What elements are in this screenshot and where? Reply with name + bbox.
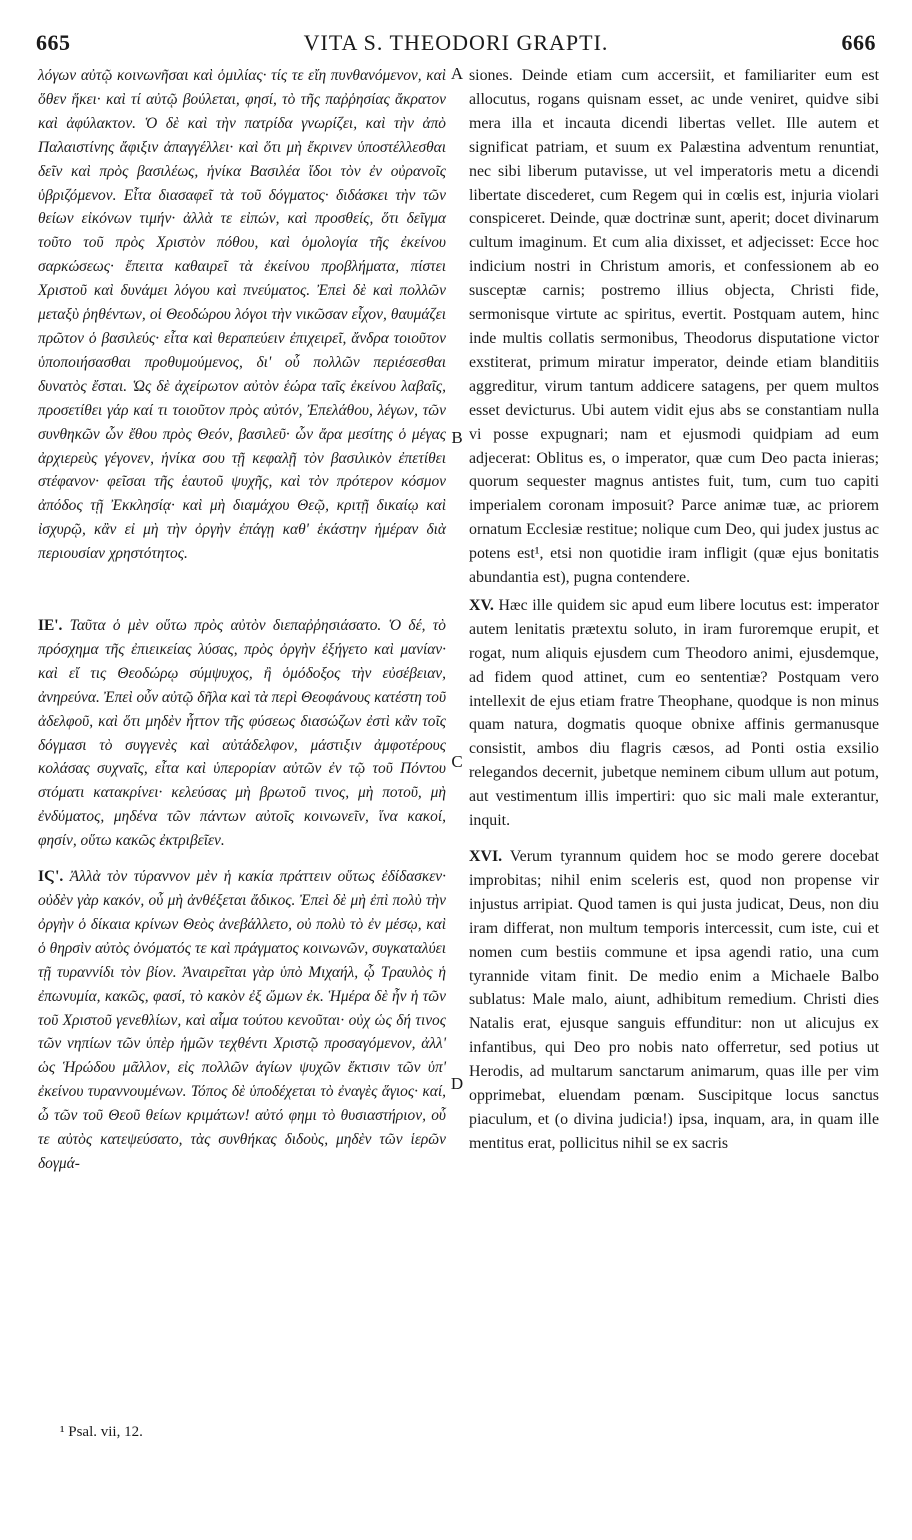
- page-header: [36, 30, 876, 64]
- greek-paragraph-text: Ταῦτα ὁ μὲν οὕτω πρὸς αὐτὸν διεπαῤῥησιάσατο. Ὁ δέ, τὸ πρόσχημα τῆς ἐπιεικείας λύσας, πρὸς ὀργὴν ἐξήγετο καὶ μανίαν· καὶ εἴ τις Θεοδώρῳ σύμψυχος, ἢ ὁμόδοξος τὴν εὐσέβειαν, ἀνηρεύνα. Ἐπεὶ οὖν αὐτῷ δῆλα καὶ τὰ περὶ Θεοφάνους κατέστη τοῦ ἀδελφοῦ, καὶ ὅτι μηδὲν ἧττον τῆς φύσεως διασώζων ἐστὶ κἂν τοῖς δόγμασι τὸ συγγενὲς καὶ αὐτάδελφον, μάστιξιν ἀμφοτέρους κολάσας συχναῖς, εἶτα καὶ ὑπερορίαν αὐτῶν ἐν τῷ τοῦ Πόντου στόματι κατακρίνει· κελεύσας μὴ βρωτοῦ τινος, μὴ ποτοῦ, μὴ ἐνδύματος, μηδένα τῶν πάντων αὐτοῖς κοινωνεῖν, ἵνα κακοί, φησίν, οὕτω κακῶς ἐκτριβεῖεν.: [38, 617, 447, 850]
- running-title: VITA S. THEODORI GRAPTI.: [303, 30, 609, 55]
- greek-paragraph: [38, 865, 446, 1176]
- section-number: XV.: [469, 596, 494, 614]
- latin-column: [469, 64, 879, 1156]
- latin-paragraph: [469, 845, 879, 1156]
- section-number: ΙϚ'.: [38, 868, 64, 886]
- margin-markers: [446, 64, 468, 1444]
- footnote: ¹ Psal. vii, 12.: [60, 1424, 143, 1440]
- latin-paragraph: [469, 594, 879, 833]
- page-number-right: 666: [841, 30, 876, 55]
- latin-paragraph-text: Verum tyrannum quidem hoc se modo gerere docebat improbitas; nihil enim sceleris est, quod non propense vir injustus arripiat. Quod tamen is qui justa judicat, Deus, non diu iram differat, non multum temporis intercessit, cum iste, cui et nomen cum bestiis commune et ipsa agendi ratio, una cum tyrannide vitam finit. De medio enim a Michaele Balbo sublatus: Male malo, aiunt, adhibitum remedium. Christi dies Natalis erat, ejusque sanguis effunditur: non ut alicujus ex infantibus, qui Deo pro nobis nato offerretur, sed potius ut Herodis, ad multarum sanctarum animarum, quas ille per vim opprimebat, eluendam pœnam. Suscipitque locus sanctus piaculum, et (o divina judicia!) ipsa, inquam, ara, in quam ille mentitus erat, pollicitus nihil se ex sacris: [469, 848, 879, 1152]
- margin-marker-d: D: [450, 1074, 464, 1093]
- greek-column: [38, 64, 446, 1176]
- latin-paragraph-text: Hæc ille quidem sic apud eum libere locutus est: imperator autem lenitatis prætextu soluto, in iram furoremque erupit, et rogat, num aliquis ejusdem cum Theodoro animi, ejusdemque, ad fidem quod attinet, cum eo sententiæ? Postquam vero intellexit de ejus etiam fratre Theophane, quodque is non minus quam natura, dogmatis quoque obnixe affinis germanusque consistit, ambos diu flagris cæsos, ad Ponti ostia exsilio relegandos decernit, jubetque neminem cibum ullum aut potum, aut vestimentum illis impertiri: quo sic mali male exterantur, inquit.: [469, 596, 879, 830]
- greek-paragraph: [38, 614, 446, 853]
- margin-marker-c: C: [451, 752, 463, 771]
- greek-paragraph: λόγων αὐτῷ κοινωνῆσαι καὶ ὁμιλίας· τίς τε εἴη πυνθανόμενον, καὶ ὅθεν ἥκει· καὶ τί αὐτῷ βούλεται, φησί, τὸ τῆς παῤῥησίας ἄκρατον καὶ ἀφύλακτον. Ὁ δὲ καὶ τὴν πατρίδα γνωρίζει, καὶ τὴν ἀπὸ Παλαιστίνης ἄφιξιν ἀπαγγέλλει· καὶ ὅτι μὴ ἔκρινεν ὑποστέλλεσθαι δεῖν καὶ πρὸς βασιλέως, ἡνίκα Βασιλέα ἴδοι τὸν ἐν οὐρανοῖς ὑβριζόμενον. Εἶτα διασαφεῖ τὰ τοῦ δόγματος· διδάσκει τὴν τῶν θείων εἰκόνων τιμήν· ἀλλὰ τε εἰπών, καὶ προσθείς, ὅτι δεῖγμα τοῦτο τοῦ πρὸς Χριστὸν πόθου, καὶ ὁμολογία τῆς ἐκείνου σαρκώσεως· ἔπειτα καθαιρεῖ τὰ ἐκείνου προβλήματα, πίστει Χριστοῦ καὶ δυνάμει λόγου καὶ πνεύματος. Ἐπεὶ δὲ καὶ πολλῶν μεταξὺ ῥηθέντων, οἱ Θεοδώρου λόγοι τὴν νικῶσαν εἶχον, θαυμάζει πρῶτον ὁ βασιλεύς· εἶτα καὶ θεραπεύειν ἐπιχειρεῖ, ἄνδρα τοιοῦτον ὑποποιήσασθαι προθυμούμενος, δι' οὗ πολλῶν περιέσεσθαι δυνατὸς ἔσται. Ὡς δὲ ἀχείρωτον αὐτὸν ἑώρα ταῖς ἐκείνου λαβαῖς, προσετίθει γάρ καί τι τοιοῦτον πρὸς αὐτόν, Ἐπελάθου, λέγων, τῶν συνθηκῶν ὧν ἔθου πρὸς Θεόν, βασιλεῦ· ὧν ἄρα μεσίτης ὁ μέγας ἀρχιερεὺς γέγονεν, ἡνίκα σου τῇ κεφαλῇ τὸν βασιλικὸν ἐπετίθει στέφανον· φεῖσαι τῆς ἑαυτοῦ ψυχῆς, καὶ τὸν πρότερον κόσμον ἀπόδος τῇ Ἐκκλησίᾳ· καὶ μὴ διαμάχου Θεῷ, κριτῇ δικαίῳ καὶ ἰσχυρῷ, κἂν εἰ μὴ τὴν ὀργὴν ἐπάγῃ καθ' ἑκάστην ἡμέραν διὰ περιουσίαν χρηστότητος.: [38, 67, 446, 563]
- section-number: ΙΕ'.: [38, 617, 63, 635]
- page-number-left: 665: [36, 30, 71, 55]
- margin-marker-a: A: [450, 64, 464, 83]
- section-number: XVI.: [469, 848, 503, 865]
- margin-marker-b: B: [451, 428, 463, 447]
- latin-paragraph: siones. Deinde etiam cum accersiit, et familiariter eum est allocutus, rogans quisnam esset, ac unde veniret, quidve sibi mera illa et incauta dicendi libertas vellet. Ille autem et significat patriam, et suum ex Palæstina adventum renuntiat, nec sibi liberum putavisse, ut vel imperatoris metu a dicendi libertate discederet, cum Regem qui in cœlis est, injuria violari conspiceret. Deinde, quæ doctrinæ sunt, aperit; docet divinarum cultum imaginum. Et cum alia dixisset, et adjecisset: Ecce hoc indicium nostri in Christum amoris, et confessionem ab eo susceptæ carnis; postremo illius objecta, Christi fide, sermonisque virtute ac spiritus, evertit. Postquam autem, hinc inde multis collatis sermonibus, Theodorus disputatione victor exstiterat, primum miratur imperator, deinde etiam blanditiis aggreditur, virum tantum addicere satagens, per quem multos esset devicturus. Ubi autem vidit ejus abs se constantiam nulla vi posse expugnari; nam et ejusmodi quidpiam ad eum adjecerat: Oblitus es, o imperator, quæ cum Deo pacta inieras; quorum sequester magnus antistes fuit, tum, cum tuo capiti imperialem coronam imposuit? Parce animæ tuæ, ac priorem ornatum Ecclesiæ restitue; nolique cum Deo, qui judex justus ac potens est¹, etsi non quotidie iram infligit (quæ ejus bonitatis abundantia est), pugna contendere.: [469, 67, 879, 587]
- greek-paragraph-text: Ἀλλὰ τὸν τύραννον μὲν ἡ κακία πράττειν οὕτως ἐδίδασκεν· οὐδὲν γὰρ κακόν, οὗ μὴ ἀνθέξεται ἄδικος. Ἐπεὶ δὲ μὴ ἐπὶ πολὺ τὴν ὀργὴν ὁ δίκαια κρίνων Θεὸς ἀνεβάλλετο, οὐ πολὺ τὸ ἐν μέσῳ, καὶ ὁ θηρσὶν αὐτὸς ὀνόματός τε καὶ πράγματος κοινωνῶν, συγκαταλύει τῇ τυραννίδι τὸν βίον. Ἀναιρεῖται γὰρ ὑπὸ Μιχαήλ, ᾧ Τραυλὸς ἡ ἐπωνυμία, κακῶς, φασί, τὸ κακὸν ἐξ ὤμων ἐκ. Ἡμέρα δὲ ἦν ἡ τῶν τοῦ Χριστοῦ γενεθλίων, καὶ αἷμα τούτου κενοῦται· οὐχ ὡς δή τινος τῶν νηπίων τῶν ὑπὲρ ἡμῶν τεχθέντι Χριστῷ προσαγόμενον, ἀλλ' ὡς Ἡρώδου μᾶλλον, εἰς πολλῶν ἁγίων ψυχῶν ἔκτισιν τῶν ὑπ' ἐκείνου τυραννουμένων. Τόπος δὲ ὑποδέχεται τὸ ἐναγὲς ἅγιος· καί, ὦ τῶν τοῦ Θεοῦ θείων κριμάτων! αὐτό φημι τὸ θυσιαστήριον, οὗ τε αὐτὸς κατεψεύσατο, τὰς συνθήκας διδοὺς, μηδὲν τῶν ἱερῶν δογμά-: [38, 868, 446, 1172]
